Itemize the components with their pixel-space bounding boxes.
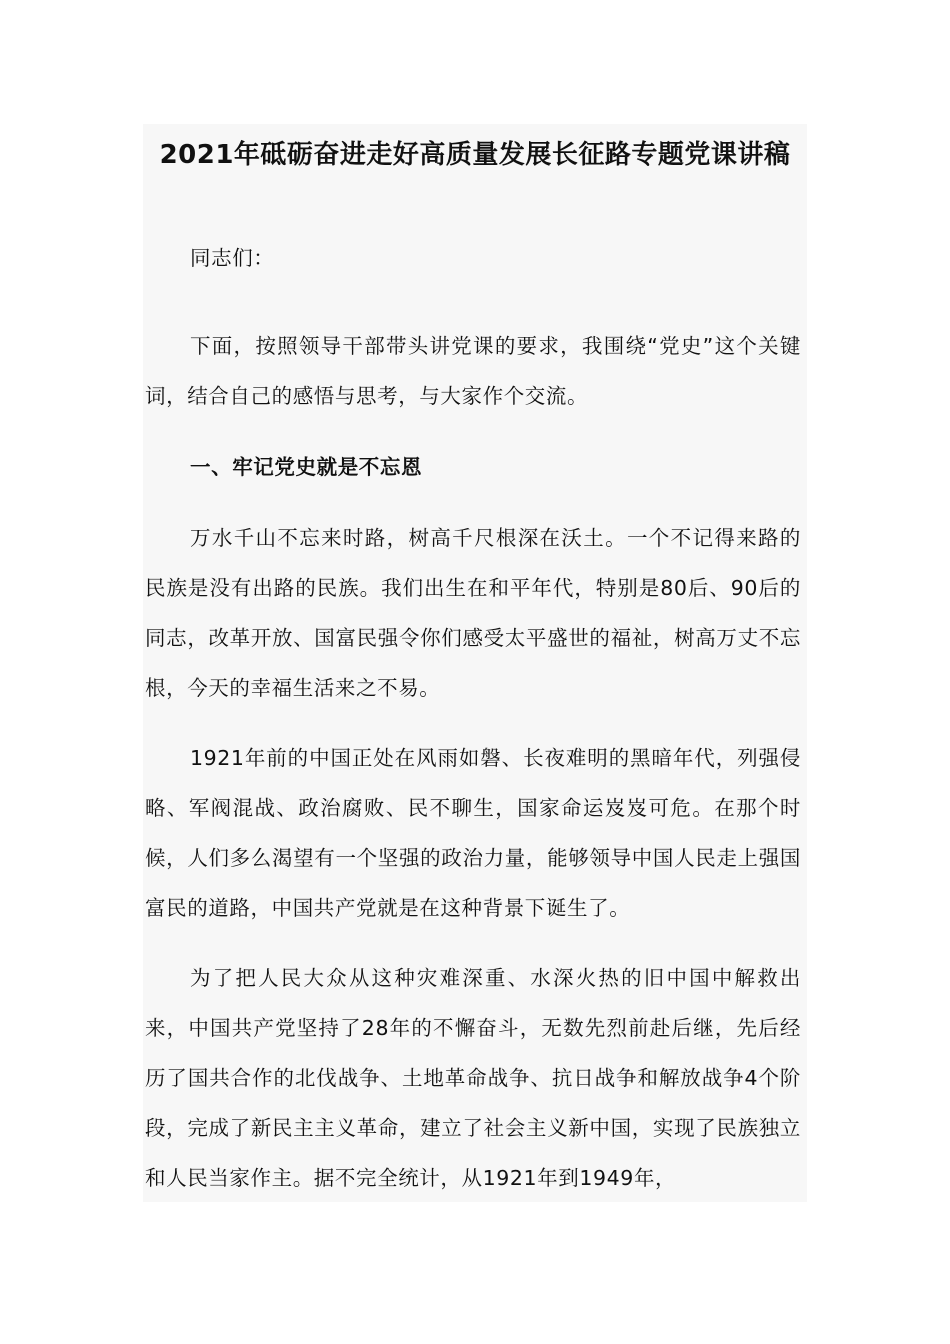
salutation: 同志们： — [190, 246, 275, 270]
paragraph-3: 为了把人民大众从这种灾难深重、水深火热的旧中国中解救出来，中国共产党坚持了28年的不懈奋斗，无数先烈前赴后继，先后经历了国共合作的北伐战争、土地革命战争、抗日战争和解放战争4个阶段，完成了新民主主义革命，建立了社会主义新中国，实现了民族独立和人民当家作主。据不完全统计，从1921年到1949年， — [145, 966, 801, 1190]
paragraph-1: 万水千山不忘来时路，树高千尺根深在沃土。一个不记得来路的民族是没有出路的民族。我们出生在和平年代，特别是80后、90后的同志，改革开放、国富民强令你们感受太平盛世的福祉，树高万丈不忘根，今天的幸福生活来之不易。 — [145, 526, 801, 700]
document-page — [143, 124, 807, 1202]
section-heading-1: 一、牢记党史就是不忘恩 — [190, 455, 423, 479]
paragraph-2: 1921年前的中国正处在风雨如磐、长夜难明的黑暗年代，列强侵略、军阀混战、政治腐败、民不聊生，国家命运岌岌可危。在那个时候，人们多么渴望有一个坚强的政治力量，能够领导中国人民走上强国富民的道路，中国共产党就是在这种背景下诞生了。 — [145, 746, 801, 920]
paragraph-intro: 下面，按照领导干部带头讲党课的要求，我围绕“党史”这个关键词，结合自己的感悟与思考，与大家作个交流。 — [145, 334, 801, 408]
document-title: 2021年砥砺奋进走好高质量发展长征路专题党课讲稿 — [159, 140, 791, 170]
